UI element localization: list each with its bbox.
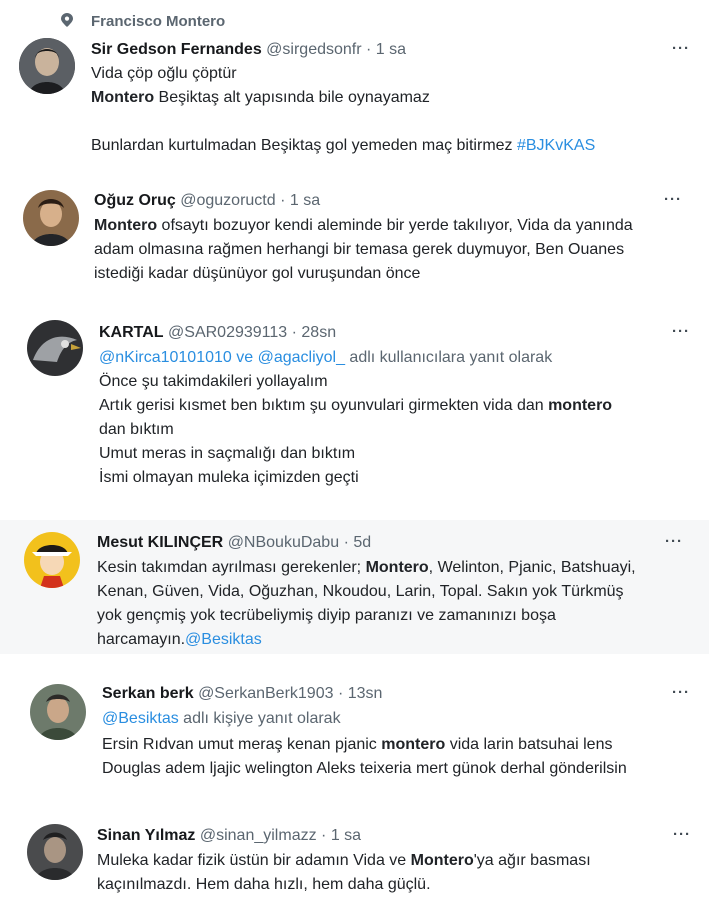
avatar[interactable] [27, 824, 83, 880]
more-options-icon[interactable]: ··· [672, 684, 690, 701]
reply-mention-link[interactable]: @Besiktas [102, 710, 179, 727]
highlight-keyword: Montero [410, 852, 474, 869]
separator-dot: · [337, 685, 344, 702]
tweet[interactable] [0, 312, 709, 508]
tweet-header [94, 191, 320, 211]
handle[interactable]: @oguzoructd [180, 192, 276, 209]
highlight-keyword: montero [548, 397, 613, 414]
tweet-header [97, 826, 361, 846]
text-line: Bunlardan kurtulmadan Beşiktaş gol yemeden maç bitirmez #BJKvKAS [91, 137, 596, 154]
separator-dot: · [321, 827, 327, 844]
avatar-image [27, 320, 83, 376]
avatar-image [30, 684, 86, 740]
tweet-header [102, 684, 382, 704]
separator-dot: · [280, 192, 286, 209]
highlight-keyword: Montero [365, 559, 429, 576]
tweet-header [91, 40, 406, 60]
separator-dot: · [291, 324, 297, 341]
display-name[interactable]: KARTAL [99, 324, 164, 341]
avatar[interactable] [30, 684, 86, 740]
more-options-icon[interactable]: ··· [664, 191, 682, 208]
tweet[interactable] [0, 32, 709, 172]
tweet-text [91, 62, 595, 158]
display-name[interactable]: Sir Gedson Fernandes [91, 41, 262, 58]
avatar[interactable] [24, 532, 80, 588]
text-line: Vida çöp oğlu çöptür [91, 65, 237, 82]
timestamp[interactable]: 5d [353, 534, 372, 551]
more-options-icon[interactable]: ··· [673, 826, 691, 843]
text-line: Artık gerisi kısmet ben bıktım şu oyunvulari girmekten vida dan montero [99, 397, 613, 414]
tweet[interactable] [0, 520, 709, 654]
tweet-text [102, 733, 627, 781]
pin-icon [61, 13, 73, 27]
handle[interactable]: @sinan_yilmazz [199, 827, 317, 844]
reply-context: @Besiktas adlı kişiye yanıt olarak [102, 710, 341, 727]
tweet[interactable] [0, 816, 709, 908]
text-line: kaçınılmazdı. Hem daha hızlı, hem daha güçlü. [97, 876, 431, 893]
text-line: dan bıktım [99, 421, 174, 438]
tweet-text [97, 849, 591, 897]
tweet[interactable] [0, 180, 709, 298]
text-line: istediği kadar düşünüyor gol vuruşundan önce [94, 265, 421, 282]
timestamp[interactable]: 1 sa [289, 192, 321, 209]
text-line: Önce şu takimdakileri yollayalım [99, 373, 328, 390]
tweet-header [99, 323, 336, 343]
more-options-icon[interactable]: ··· [665, 533, 683, 550]
avatar-image [23, 190, 79, 246]
tweet-text [97, 556, 636, 652]
more-options-icon[interactable]: ··· [672, 40, 690, 57]
text-line: yok gençmiş yok tecrübeliymiş diyip paranızı ve zamanınızı boşa [97, 607, 556, 624]
mention-link[interactable]: @Besiktas [185, 631, 262, 648]
separator-dot: · [343, 534, 349, 551]
hashtag-link[interactable]: #BJKvKAS [516, 137, 596, 154]
text-line: Douglas adem ljajic welington Aleks teixeria mert günok derhal gönderilsin [102, 760, 627, 777]
avatar[interactable] [19, 38, 75, 94]
tweet[interactable] [0, 672, 709, 792]
avatar[interactable] [23, 190, 79, 246]
handle[interactable]: @NBoukuDabu [227, 534, 340, 551]
highlight-keyword: Montero [94, 217, 158, 234]
avatar[interactable] [27, 320, 83, 376]
display-name[interactable]: Sinan Yılmaz [97, 827, 196, 844]
display-name[interactable]: Serkan berk [102, 685, 194, 702]
handle[interactable]: @sirgedsonfr [266, 41, 362, 58]
reply-mentions-link[interactable]: @nKirca10101010 ve @agacliyol_ [99, 349, 345, 366]
display-name[interactable]: Mesut KILINÇER [97, 534, 224, 551]
text-line: Montero Beşiktaş alt yapısında bile oynayamaz [91, 89, 430, 106]
avatar-image [24, 532, 80, 588]
text-line: Kesin takımdan ayrılması gerekenler; Montero, Welinton, Pjanic, Batshuayi, [97, 559, 636, 576]
tweet-header [97, 533, 371, 553]
text-line: Muleka kadar fizik üstün bir adamın Vida ve Montero'ya ağır basması [97, 852, 591, 869]
text-line: Ersin Rıdvan umut meraş kenan pjanic montero vida larin batsuhai lens [102, 736, 613, 753]
text-line: Umut meras in saçmalığı dan bıktım [99, 445, 356, 462]
handle[interactable]: @SAR02939113 [168, 324, 288, 341]
timestamp[interactable]: 1 sa [375, 41, 407, 58]
timestamp[interactable]: 13sn [347, 685, 383, 702]
display-name[interactable]: Oğuz Oruç [94, 192, 176, 209]
text-line [91, 110, 595, 134]
highlight-keyword: Montero [91, 89, 155, 106]
timestamp[interactable]: 28sn [301, 324, 337, 341]
highlight-keyword: montero [381, 736, 446, 753]
context-label[interactable]: Francisco Montero [91, 13, 226, 30]
more-options-icon[interactable]: ··· [672, 323, 690, 340]
timestamp[interactable]: 1 sa [330, 827, 362, 844]
text-line: harcamayın.@Besiktas [97, 631, 262, 648]
avatar-image [19, 38, 75, 94]
text-line: adam olmasına rağmen herhangi bir temasa gerek duymuyor, Ben Ouanes [94, 241, 625, 258]
text-line: İsmi olmayan muleka içimizden geçti [99, 469, 359, 486]
avatar-image [27, 824, 83, 880]
text-line: Montero ofsaytı bozuyor kendi aleminde bir yerde takılıyor, Vida da yanında [94, 217, 633, 234]
text-line: Kenan, Güven, Vida, Oğuzhan, Nkoudou, Larin, Topal. Sakın yok Türkmüş [97, 583, 624, 600]
tweet-text [94, 214, 633, 286]
tweet-text [99, 370, 612, 490]
separator-dot: · [366, 41, 372, 58]
reply-context: @nKirca10101010 ve @agacliyol_ adlı kullanıcılara yanıt olarak [99, 349, 553, 366]
handle[interactable]: @SerkanBerk1903 [198, 685, 334, 702]
